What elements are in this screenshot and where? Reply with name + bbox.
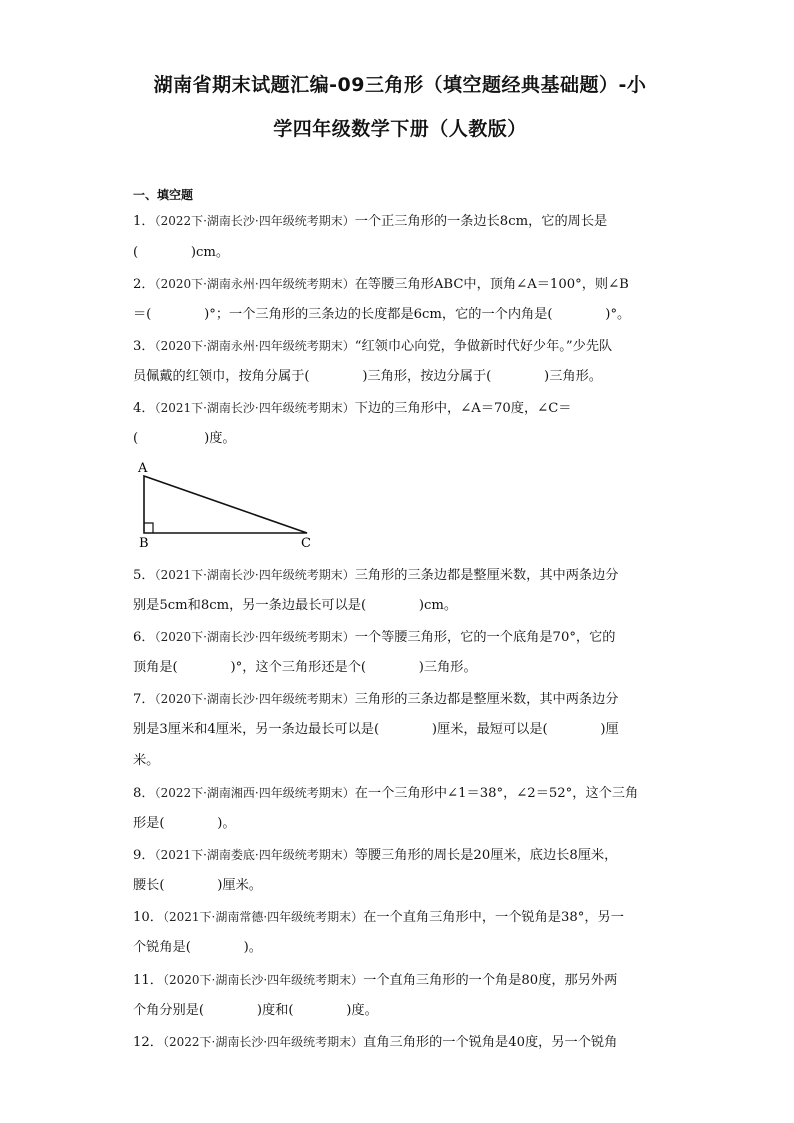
question-5-line-2: 别是5cm和8cm，另一条边最长可以是( )cm。 <box>133 598 458 613</box>
question-number: 11． <box>133 973 163 988</box>
question-3-line-2: 员佩戴的红领巾，按角分属于( )三角形，按边分属于( )三角形。 <box>133 369 602 384</box>
question-source: （2022下·湖南长沙·四年级统考期末） <box>162 1035 364 1049</box>
question-source: （2020下·湖南长沙·四年级统考期末） <box>154 692 355 706</box>
question-text: 三角形的三条边都是整厘米数，其中两条边分 <box>354 568 619 583</box>
question-number: 5． <box>133 568 155 583</box>
question-number: 6． <box>133 630 155 645</box>
question-3-line-1 <box>133 337 663 356</box>
right-triangle-figure <box>134 459 324 554</box>
question-6-line-1 <box>133 628 663 647</box>
question-2-line-1 <box>133 275 663 294</box>
question-number: 9． <box>133 848 155 863</box>
document-title-line-2: 学四年级数学下册（人教版） <box>273 118 527 140</box>
question-source: （2020下·湖南长沙·四年级统考期末） <box>154 630 355 644</box>
question-11-line-1 <box>133 971 663 990</box>
question-text: 在一个直角三角形中，一个锐角是38°，另一 <box>363 910 624 925</box>
question-10-line-2: 个锐角是( )。 <box>133 940 262 955</box>
question-source: （2021下·湖南常德·四年级统考期末） <box>162 910 364 924</box>
question-9-line-2: 腰长( )厘米。 <box>133 878 262 893</box>
question-text: 等腰三角形的周长是20厘米，底边长8厘米， <box>354 848 618 863</box>
question-number: 2． <box>133 277 155 292</box>
question-number: 4． <box>133 401 155 416</box>
question-4-line-2: ( )度。 <box>133 431 236 446</box>
right-angle-marker <box>144 523 153 533</box>
question-1-line-2: ( )cm。 <box>133 245 230 260</box>
question-9-line-1 <box>133 846 663 865</box>
question-text: “红领巾心向党，争做新时代好少年。”少先队 <box>354 339 613 354</box>
question-8-line-2: 形是( )。 <box>133 816 236 831</box>
question-source: （2021下·湖南娄底·四年级统考期末） <box>154 848 355 862</box>
triangle-shape <box>144 476 307 533</box>
document-title-line-1: 湖南省期末试题汇编-09三角形（填空题经典基础题）-小 <box>153 74 647 96</box>
question-8-line-1 <box>133 784 663 803</box>
vertex-label-a: A <box>138 461 148 476</box>
question-number: 8． <box>133 786 155 801</box>
question-number: 12． <box>133 1035 163 1050</box>
question-7-line-2: 别是3厘米和4厘米，另一条边最长可以是( )厘米，最短可以是( )厘 <box>133 722 619 737</box>
question-source: （2020下·湖南永州·四年级统考期末） <box>154 277 355 291</box>
question-5-line-1 <box>133 566 663 585</box>
vertex-label-c: C <box>301 536 311 551</box>
question-7-line-3: 米。 <box>133 753 160 768</box>
question-number: 1． <box>133 214 155 229</box>
vertex-label-b: B <box>139 536 149 551</box>
question-7-line-1 <box>133 690 663 709</box>
section-heading: 一、填空题 <box>133 188 194 202</box>
question-source: （2021下·湖南长沙·四年级统考期末） <box>154 401 355 415</box>
question-text: 直角三角形的一个锐角是40度，另一个锐角 <box>363 1035 618 1050</box>
question-source: （2022下·湖南湘西·四年级统考期末） <box>154 786 355 800</box>
question-1-line-1 <box>133 212 663 231</box>
question-number: 3． <box>133 339 155 354</box>
question-number: 7． <box>133 692 155 707</box>
question-text: 在一个三角形中∠1＝38°，∠2＝52°，这个三角 <box>354 786 639 801</box>
question-source: （2022下·湖南长沙·四年级统考期末） <box>154 214 355 228</box>
question-12-line-1 <box>133 1033 663 1052</box>
question-text: 下边的三角形中，∠A＝70度，∠C＝ <box>354 401 572 416</box>
question-text: 一个等腰三角形，它的一个底角是70°，它的 <box>354 630 616 645</box>
question-source: （2021下·湖南长沙·四年级统考期末） <box>154 568 355 582</box>
question-2-line-2: ＝( )°；一个三角形的三条边的长度都是6cm，它的一个内角是( )°。 <box>133 307 631 322</box>
question-text: 三角形的三条边都是整厘米数，其中两条边分 <box>354 692 619 707</box>
question-10-line-1 <box>133 908 663 927</box>
question-6-line-2: 顶角是( )°，这个三角形还是个( )三角形。 <box>133 660 477 675</box>
question-11-line-2: 个角分别是( )度和( )度。 <box>133 1003 378 1018</box>
question-number: 10． <box>133 910 163 925</box>
question-4-line-1 <box>133 399 663 418</box>
question-source: （2020下·湖南永州·四年级统考期末） <box>154 339 355 353</box>
question-source: （2020下·湖南长沙·四年级统考期末） <box>162 973 364 987</box>
question-text: 一个直角三角形的一个角是80度，那另外两 <box>363 973 618 988</box>
question-text: 一个正三角形的一条边长8cm，它的周长是 <box>354 214 608 229</box>
question-text: 在等腰三角形ABC中，顶角∠A＝100°，则∠B <box>354 277 629 292</box>
